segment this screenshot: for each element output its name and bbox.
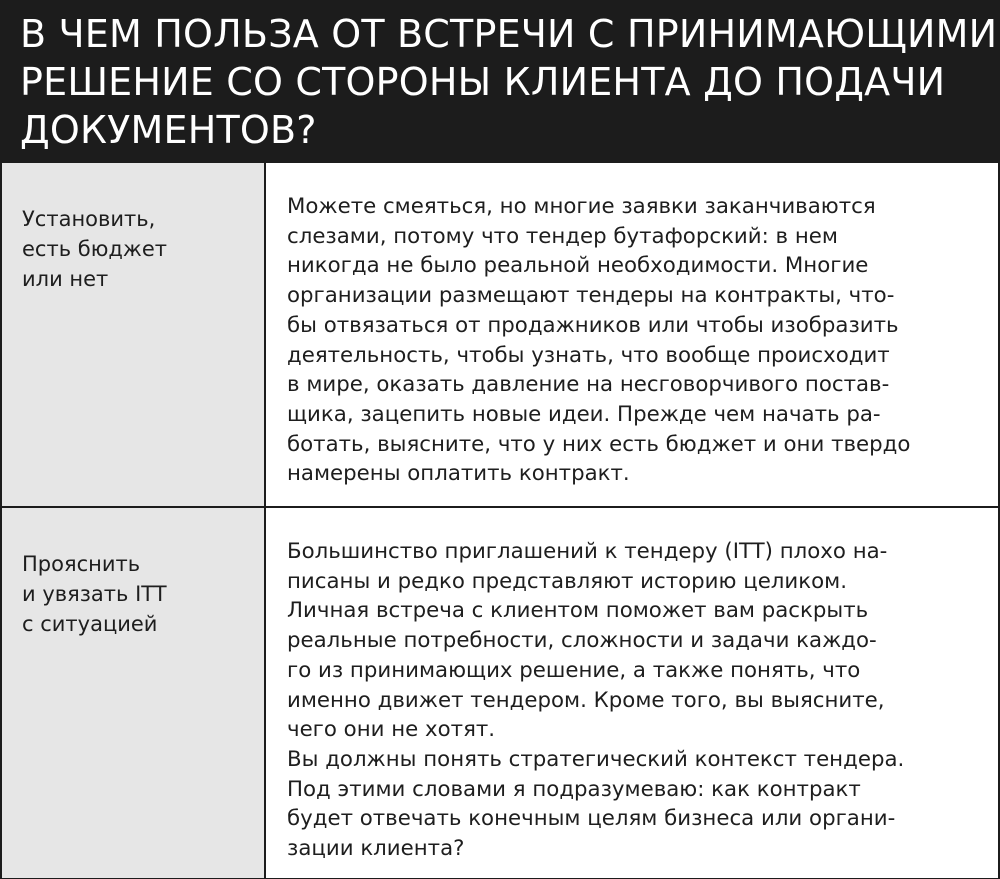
row-description: Можете смеяться, но многие заявки заканчиваются слезами, потому что тендер бутафорский: в нем никогда не было реальной необходимости. Многие организации размещают тендеры на контракты, что- бы отвязаться от продажников или чтобы изобразить деятельность, чтобы узнать, что вообще происходит в мире, оказать давление на несговорчивого постав- щика, зацепить новые идеи. Прежде чем начать ра- ботать, выясните, что у них есть бюджет и они твердо намерены оплатить контракт. — [265, 162, 999, 507]
row-label: Установить, есть бюджет или нет — [1, 162, 265, 507]
page-title: В ЧЕМ ПОЛЬЗА ОТ ВСТРЕЧИ С ПРИНИМАЮЩИМИ РЕШЕНИЕ СО СТОРОНЫ КЛИЕНТА ДО ПОДАЧИ ДОКУМЕНТОВ? — [20, 12, 998, 152]
row-label: Прояснить и увязать ITT с ситуацией — [1, 507, 265, 879]
row-description: Большинство приглашений к тендеру (ITT) плохо на- писаны и редко представляют историю целиком. Личная встреча с клиентом поможет вам раскрыть реальные потребности, сложности и задачи каждо- го из принимающих решение, а также понять, что именно движет тендером. Кроме того, вы выясните, чего они не хотят. Вы должны понять стратегический контекст тендера. Под этими словами я подразумеваю: как контракт будет отвечать конечным целям бизнеса или органи- зации клиента? — [265, 507, 999, 879]
table-row — [1, 507, 999, 879]
benefits-table — [0, 161, 1000, 879]
title-banner — [0, 0, 1000, 161]
table-row — [1, 162, 999, 507]
